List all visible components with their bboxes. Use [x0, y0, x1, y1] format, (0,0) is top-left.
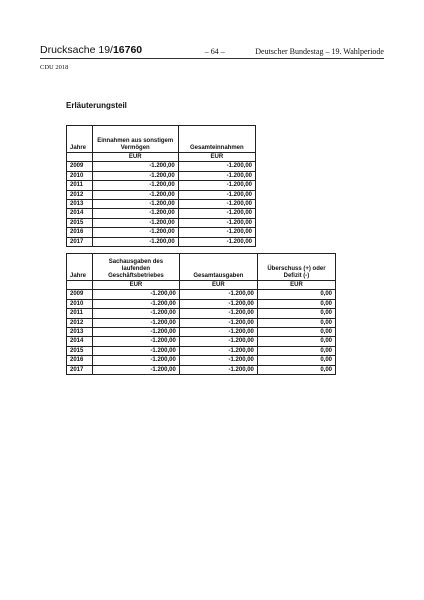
- table-row: [67, 299, 336, 308]
- value-cell: -1.200,00: [93, 299, 180, 308]
- value-cell: -1.200,00: [92, 237, 178, 246]
- value-cell: -1.200,00: [93, 290, 180, 299]
- value-cell: -1.200,00: [92, 209, 178, 218]
- income-table-body: [67, 162, 256, 247]
- value-cell: -1.200,00: [179, 318, 257, 327]
- unit-cell: [67, 281, 93, 290]
- value-cell: -1.200,00: [93, 318, 180, 327]
- page-number: – 64 –: [204, 47, 225, 56]
- column-header: Gesamteinnahmen: [178, 126, 255, 153]
- value-cell: -1.200,00: [179, 346, 257, 355]
- value-cell: -1.200,00: [178, 237, 255, 246]
- page-header: [40, 42, 384, 59]
- value-cell: 0,00: [257, 346, 335, 355]
- table-row: [67, 328, 336, 337]
- unit-cell: EUR: [179, 281, 257, 290]
- expense-table-body: [67, 290, 336, 375]
- party-year-label: CDU 2018: [40, 64, 69, 71]
- value-cell: -1.200,00: [179, 356, 257, 365]
- value-cell: -1.200,00: [92, 190, 178, 199]
- table-row: [67, 162, 256, 171]
- unit-cell: EUR: [257, 281, 335, 290]
- year-cell: 2017: [67, 365, 93, 374]
- expense-table: [66, 253, 336, 375]
- value-cell: -1.200,00: [178, 171, 255, 180]
- value-cell: -1.200,00: [93, 356, 180, 365]
- value-cell: 0,00: [257, 290, 335, 299]
- table-row: [67, 218, 256, 227]
- value-cell: -1.200,00: [178, 218, 255, 227]
- year-cell: 2011: [67, 309, 93, 318]
- unit-cell: EUR: [92, 153, 178, 162]
- table-row: [67, 190, 256, 199]
- value-cell: -1.200,00: [178, 228, 255, 237]
- column-header: Jahre: [67, 126, 93, 153]
- column-header: Einnahmen aus sonstigem Vermögen: [92, 126, 178, 153]
- table-row: [67, 356, 336, 365]
- table-row: [67, 309, 336, 318]
- year-cell: 2014: [67, 337, 93, 346]
- table-header-row: [67, 126, 256, 153]
- column-header: Jahre: [67, 254, 93, 281]
- value-cell: -1.200,00: [92, 218, 178, 227]
- year-cell: 2012: [67, 318, 93, 327]
- value-cell: -1.200,00: [179, 328, 257, 337]
- table-row: [67, 290, 336, 299]
- value-cell: 0,00: [257, 337, 335, 346]
- value-cell: -1.200,00: [92, 228, 178, 237]
- unit-cell: EUR: [93, 281, 180, 290]
- table-row: [67, 318, 336, 327]
- value-cell: -1.200,00: [93, 365, 180, 374]
- value-cell: 0,00: [257, 299, 335, 308]
- value-cell: -1.200,00: [92, 162, 178, 171]
- year-cell: 2010: [67, 171, 93, 180]
- column-header: Sachausgaben des laufenden Geschäftsbetriebes: [93, 254, 180, 281]
- table-row: [67, 181, 256, 190]
- value-cell: -1.200,00: [93, 309, 180, 318]
- document-number-prefix: Drucksache 19/: [40, 44, 113, 56]
- value-cell: -1.200,00: [179, 290, 257, 299]
- year-cell: 2015: [67, 218, 93, 227]
- year-cell: 2009: [67, 290, 93, 299]
- value-cell: -1.200,00: [92, 200, 178, 209]
- year-cell: 2009: [67, 162, 93, 171]
- value-cell: -1.200,00: [179, 365, 257, 374]
- unit-row: [67, 153, 256, 162]
- value-cell: -1.200,00: [92, 181, 178, 190]
- document-number-value: 16760: [112, 44, 143, 56]
- value-cell: -1.200,00: [93, 337, 180, 346]
- table-row: [67, 237, 256, 246]
- year-cell: 2016: [67, 228, 93, 237]
- unit-row: [67, 281, 336, 290]
- year-cell: 2013: [67, 200, 93, 209]
- column-header: Überschuss (+) oder Defizit (-): [257, 254, 335, 281]
- value-cell: -1.200,00: [178, 209, 255, 218]
- value-cell: -1.200,00: [92, 171, 178, 180]
- year-cell: 2011: [67, 181, 93, 190]
- table-row: [67, 346, 336, 355]
- value-cell: -1.200,00: [179, 299, 257, 308]
- value-cell: 0,00: [257, 365, 335, 374]
- value-cell: -1.200,00: [93, 346, 180, 355]
- table-header-row: [67, 254, 336, 281]
- table-row: [67, 171, 256, 180]
- section-title: Erläuterungsteil: [66, 101, 127, 110]
- value-cell: 0,00: [257, 318, 335, 327]
- unit-cell: EUR: [178, 153, 255, 162]
- document-number: [40, 44, 142, 56]
- year-cell: 2016: [67, 356, 93, 365]
- year-cell: 2015: [67, 346, 93, 355]
- column-header: Gesamtausgaben: [179, 254, 257, 281]
- value-cell: 0,00: [257, 328, 335, 337]
- year-cell: 2013: [67, 328, 93, 337]
- value-cell: -1.200,00: [178, 200, 255, 209]
- table-row: [67, 209, 256, 218]
- year-cell: 2014: [67, 209, 93, 218]
- value-cell: -1.200,00: [93, 328, 180, 337]
- value-cell: 0,00: [257, 309, 335, 318]
- year-cell: 2017: [67, 237, 93, 246]
- year-cell: 2012: [67, 190, 93, 199]
- value-cell: -1.200,00: [179, 309, 257, 318]
- income-table: [66, 125, 256, 247]
- value-cell: -1.200,00: [178, 190, 255, 199]
- value-cell: -1.200,00: [179, 337, 257, 346]
- table-row: [67, 228, 256, 237]
- table-row: [67, 337, 336, 346]
- value-cell: -1.200,00: [178, 181, 255, 190]
- table-row: [67, 365, 336, 374]
- parliament-label: Deutscher Bundestag – 19. Wahlperiode: [255, 47, 384, 56]
- value-cell: -1.200,00: [178, 162, 255, 171]
- table-row: [67, 200, 256, 209]
- unit-cell: [67, 153, 93, 162]
- year-cell: 2010: [67, 299, 93, 308]
- value-cell: 0,00: [257, 356, 335, 365]
